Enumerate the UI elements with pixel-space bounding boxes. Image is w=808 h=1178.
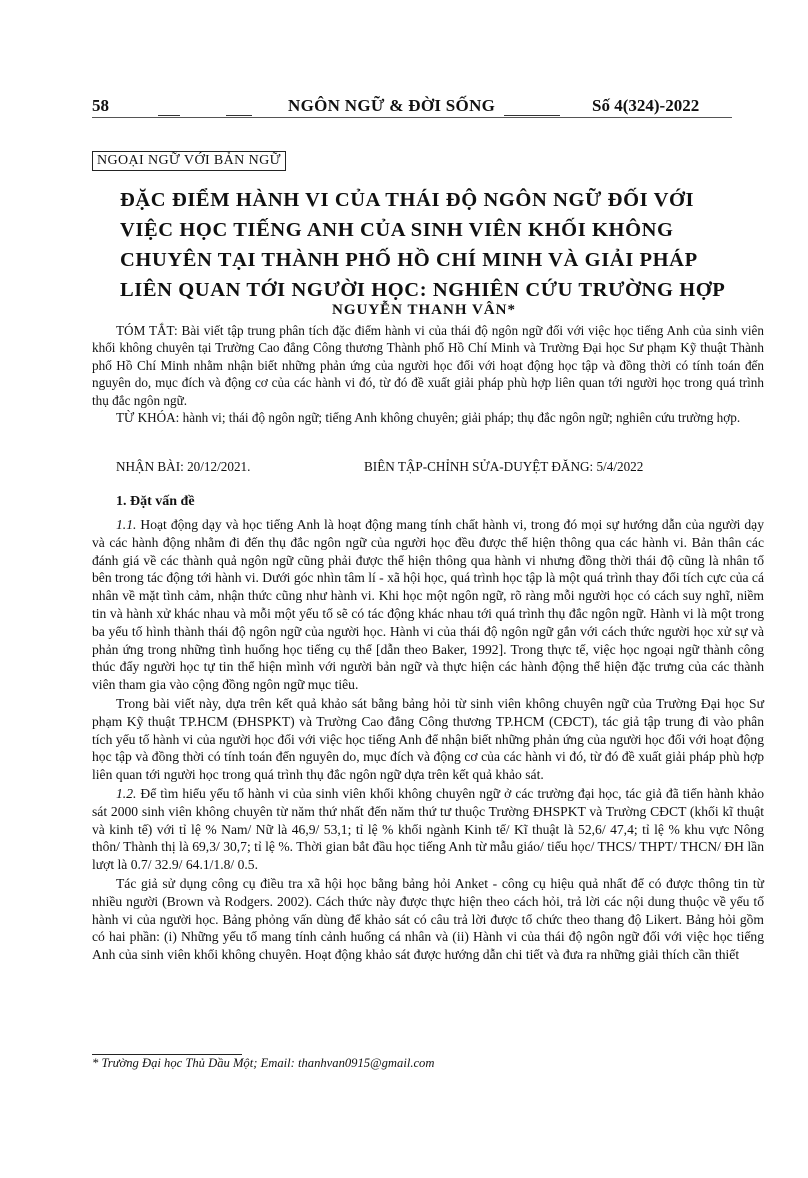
paragraph-text: Tác giả sử dụng công cụ điều tra xã hội học bằng bảng hỏi Anket - công cụ hiệu quả nhất để có được thông tin từ nhiều người (Brown và Rodgers. 2002). Cách thức này được thực hiện theo cách hỏi, trả lời các nội dung thuộc về yếu tố hành vi của người học. Bảng phỏng vấn dùng để khảo sát có câu trả lời được tổ chức theo thang độ Likert. Bảng hỏi gồm có hai phần: (i) Những yếu tố mang tính cảnh huống cá nhân và (ii) Hành vi của thái độ ngôn ngữ đối với việc học tiếng Anh của sinh viên khối không chuyên. Hoạt động khảo sát được hướng dẫn chi tiết và đưa ra những giải thích cần thiết — [92, 875, 764, 963]
article-title — [120, 185, 756, 305]
journal-name: NGÔN NGỮ & ĐỜI SỐNG — [288, 96, 496, 115]
header-underline — [92, 117, 732, 118]
paragraph — [92, 875, 764, 964]
received-date: NHẬN BÀI: 20/12/2021. — [116, 459, 251, 474]
title-line: VIỆC HỌC TIẾNG ANH CỦA SINH VIÊN KHỐI KHÔNG — [120, 219, 674, 241]
paragraph — [92, 785, 764, 874]
page-number: 58 — [92, 96, 109, 115]
footnote: * Trường Đại học Thủ Dầu Một; Email: thanhvan0915@gmail.com — [92, 1056, 435, 1070]
issue-number: Số 4(324)-2022 — [592, 96, 700, 115]
paragraph-text: Trong bài viết này, dựa trên kết quả khảo sát bằng bảng hỏi từ sinh viên không chuyên ngữ của Trường Đại học Sư phạm Kỹ thuật TP.HCM (ĐHSPKT) và Trường Cao đẳng Công thương TP.HCM (CĐCT), tác giả tập trung đi vào phân tích yếu tố hành vi của người học đối với việc học tiếng Anh để nhận biết những phản ứng của người học đối với hoạt động học tập và đồng thời có tính toán đến nguyên do, mục đích và động cơ của các hành vi đó, từ đó đề xuất giải pháp phù hợp liên quan tới người học trong quá trình thụ đắc ngôn ngữ dựa trên kết quả khảo sát. — [92, 695, 764, 783]
footnote-rule — [92, 1054, 242, 1055]
section-heading: 1. Đặt vấn đề — [116, 494, 195, 509]
abstract-block — [92, 322, 764, 426]
section-label: NGOẠI NGỮ VỚI BẢN NGỮ — [92, 151, 286, 171]
abstract-text: TÓM TẮT: Bài viết tập trung phân tích đặc điểm hành vi của thái độ ngôn ngữ đối với việc học tiếng Anh của sinh viên khối không chuyên tại Trường Cao đẳng Công thương Thành phố Hồ Chí Minh và Trường Đại học Sư phạm Kỹ thuật Thành phố Hồ Chí Minh nhằm nhận biết những phản ứng của người học đối với hoạt động học tập và đồng thời có tính toán đến nguyên do, mục đích và động cơ của các hành vi đó, từ đó đề xuất giải pháp phù hợp liên quan tới người học trong quá trình thụ đắc ngôn ngữ. — [92, 323, 764, 408]
revised-date: BIÊN TẬP-CHỈNH SỬA-DUYỆT ĐĂNG: 5/4/2022 — [364, 459, 644, 474]
body-text — [92, 516, 764, 965]
author-name: NGUYỄN THANH VÂN* — [332, 302, 516, 318]
running-header — [92, 96, 732, 122]
keywords-text: TỪ KHÓA: hành vi; thái độ ngôn ngữ; tiếng Anh không chuyên; giải pháp; thụ đắc ngôn ngữ; nghiên cứu trường hợp. — [116, 410, 741, 426]
paragraph — [92, 516, 764, 694]
header-rule — [226, 115, 252, 116]
header-rule — [504, 115, 560, 116]
paragraph — [92, 695, 764, 784]
title-line: CHUYÊN TẠI THÀNH PHỐ HỒ CHÍ MINH VÀ GIẢI PHÁP — [120, 249, 698, 271]
title-line: LIÊN QUAN TỚI NGƯỜI HỌC: NGHIÊN CỨU TRƯỜNG HỢP — [120, 279, 726, 301]
title-line: ĐẶC ĐIỂM HÀNH VI CỦA THÁI ĐỘ NGÔN NGỮ ĐỐI VỚI — [120, 189, 695, 211]
paragraph-text: Để tìm hiểu yếu tố hành vi của sinh viên khối không chuyên ngữ ở các trường đại học, tác giả đã tiến hành khảo sát 2000 sinh viên không chuyên từ năm thứ nhất đến năm thứ tư thuộc Trường ĐHSPKT và Trường CĐCT (khối kĩ thuật và kinh tế) với tỉ lệ % Nam/ Nữ là 46,9/ 53,1; tỉ lệ % khối ngành Kinh tế/ Kĩ thuật là 52,6/ 47,4; tỉ lệ % khu vực Nông thôn/ Thành thị là 69,3/ 30,7; tỉ lệ %. Thời gian bắt đầu học tiếng Anh từ mẫu giáo/ tiểu học/ THCS/ THPT/ THCN/ ĐH lần lượt là 0.7/ 32.9/ 64.1/1.8/ 0.5. — [92, 785, 764, 873]
paragraph-number: 1.2. — [116, 785, 137, 801]
paragraph-number: 1.1. — [116, 517, 137, 532]
paragraph-text: Hoạt động dạy và học tiếng Anh là hoạt động mang tính chất hành vi, trong đó mọi sự hướng dẫn của người dạy và các hành động nhằm đi đến thụ đắc ngôn ngữ của người học đều được thể hiện thông qua các hành vi. Bản thân các đánh giá về các thành quả ngôn ngữ cũng phải được thể hiện thông qua hành vi nhưng đồng thời thái độ cũng là nhân tố bên trong tác động tới hành vi. Dưới góc nhìn tâm lí - xã hội học, quá trình học tập là một quá trình thay đổi tích cực của cá nhân về mặt tình cảm, nhận thức cũng như hành vi. Khi học một ngôn ngữ, rõ ràng mỗi người học có cách suy nghĩ, niềm tin và hành xử khác nhau và mỗi một yếu tố sẽ có tác động khác nhau tới quá trình thụ đắc ngôn ngữ. Hành vi là một trong ba yếu tố hình thành thái độ ngôn ngữ của người học. Hành vi của thái độ ngôn ngữ gắn với cách thức người học xử sự và phản ứng trong những tình huống học tiếng cụ thể [dẫn theo Baker, 1992]. Trong thực tế, việc học ngoại ngữ thành công thúc đẩy người học tự tin thể hiện mình với người bản ngữ và thực hiện các hành động thể hiện đặc trưng của các thành viên tham gia vào cộng đồng ngôn ngữ mục tiêu. — [92, 517, 765, 693]
header-rule — [158, 115, 180, 116]
